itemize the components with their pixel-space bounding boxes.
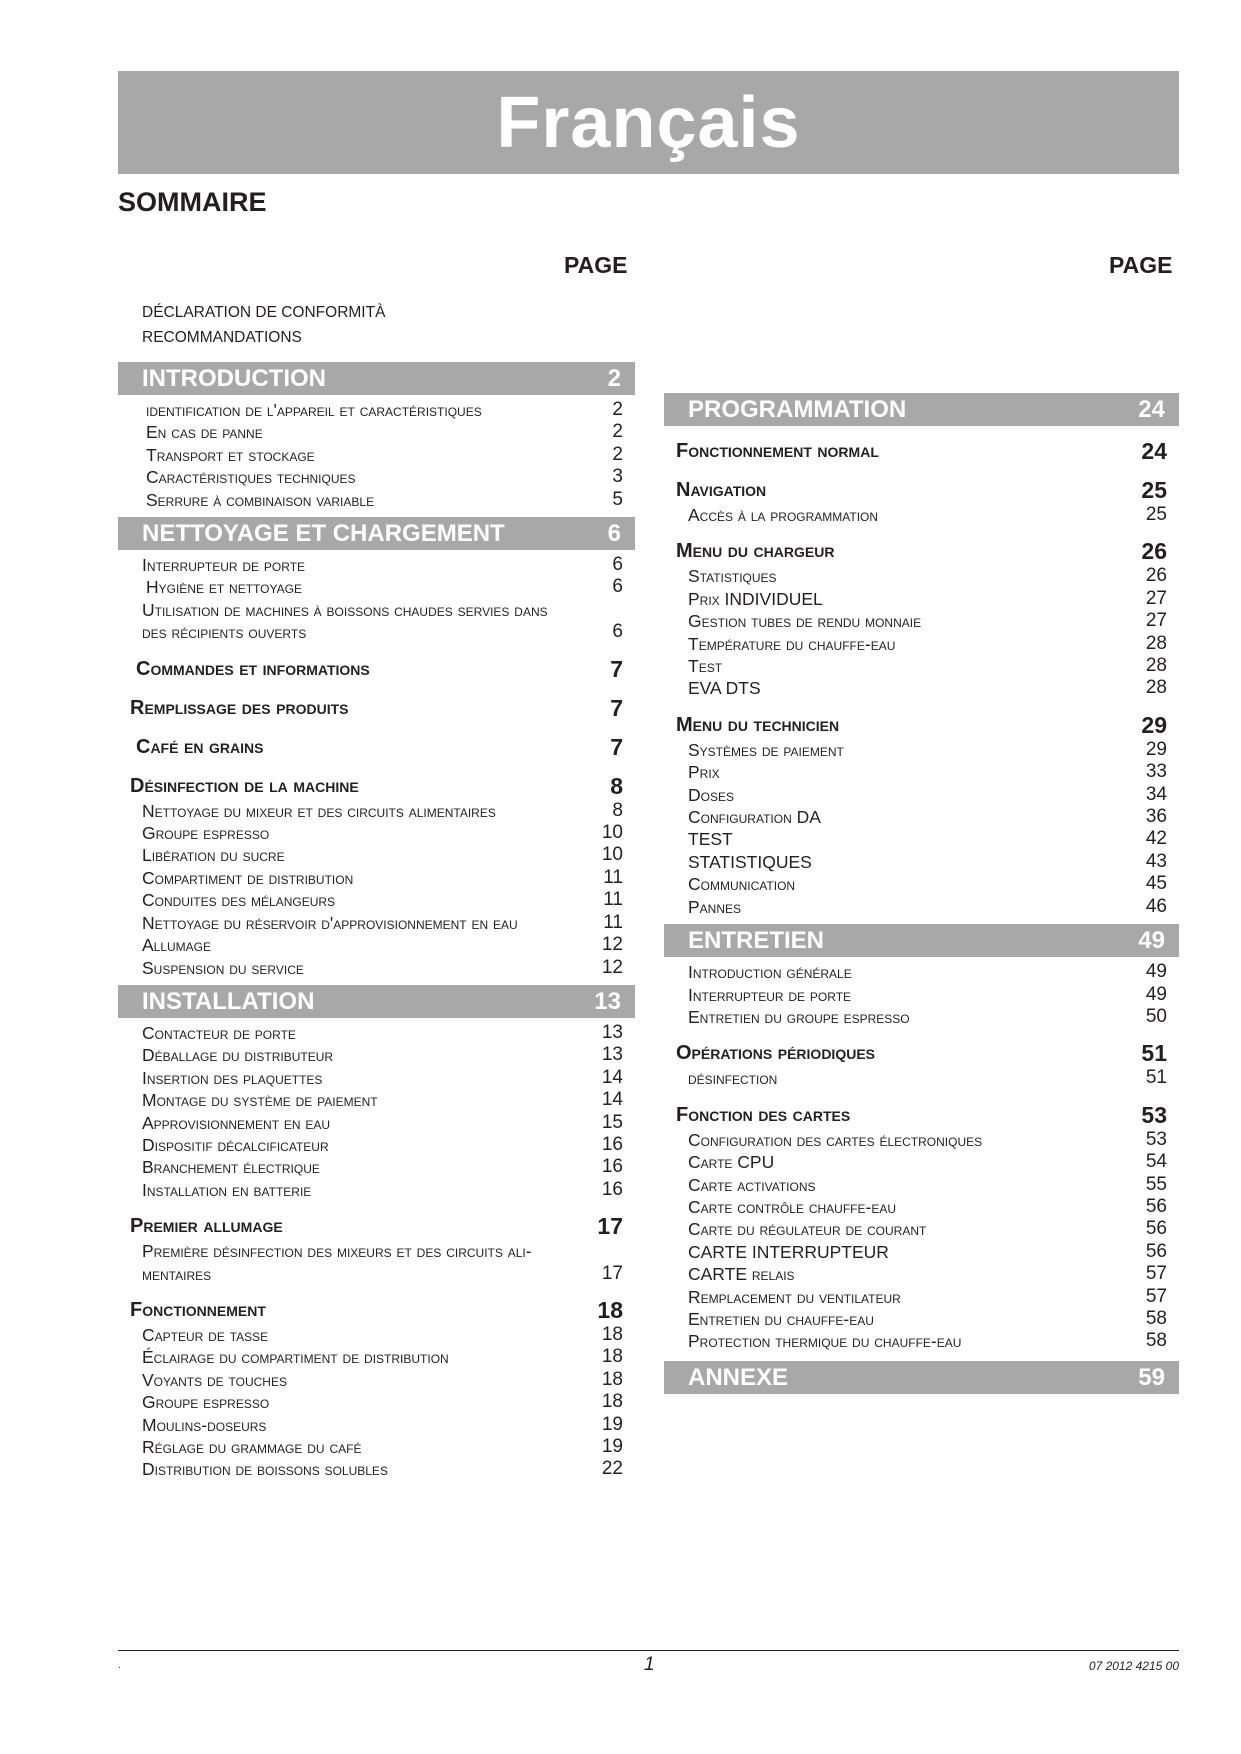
heading-page: 7 — [610, 655, 623, 682]
item-title: Pannes — [688, 896, 742, 917]
toc-item — [664, 1286, 1179, 1308]
item-title: Insertion des plaquettes — [142, 1067, 323, 1088]
item-page: 54 — [1145, 1151, 1167, 1173]
toc-heading — [664, 712, 1179, 739]
toc-item — [118, 1134, 635, 1156]
item-page: 16 — [601, 1133, 623, 1155]
toc-item — [664, 565, 1179, 587]
item-title: Communication — [688, 874, 796, 895]
item-page: 10 — [601, 844, 623, 866]
toc-item — [664, 1129, 1179, 1151]
toc-item — [118, 1391, 635, 1413]
item-title: Montage du système de paiement — [142, 1090, 378, 1111]
toc-item — [664, 677, 1179, 699]
toc-section-bar — [664, 1361, 1179, 1394]
toc-item — [118, 1324, 635, 1346]
toc-item — [118, 822, 635, 844]
page-title: Français — [496, 82, 801, 163]
toc-item — [664, 1308, 1179, 1330]
item-page: 11 — [603, 866, 623, 888]
toc-item — [664, 851, 1179, 873]
section-title: NETTOYAGE ET CHARGEMENT — [142, 520, 505, 548]
item-page: 58 — [1145, 1330, 1167, 1352]
heading-title: Commandes et informations — [136, 657, 370, 680]
section-title: INSTALLATION — [142, 987, 315, 1015]
toc-item — [118, 1044, 635, 1066]
section-title: ENTRETIEN — [688, 927, 825, 955]
toc-right-list — [664, 393, 1179, 1394]
item-page: 56 — [1145, 1240, 1167, 1262]
item-page: 56 — [1145, 1218, 1167, 1240]
item-title: Distribution de boissons solubles — [142, 1459, 388, 1480]
section-title: PROGRAMMATION — [688, 396, 907, 423]
item-title: En cas de panne — [146, 422, 263, 443]
toc-item — [118, 421, 635, 443]
item-title: mentaires — [142, 1263, 212, 1284]
page-column-label-right: PAGE — [1109, 252, 1173, 278]
toc-item — [664, 588, 1179, 610]
item-title: Suspension du service — [142, 957, 304, 978]
item-title: Capteur de tasse — [142, 1324, 269, 1345]
toc-item — [664, 984, 1179, 1006]
toc-item — [664, 1151, 1179, 1173]
heading-title: Premier allumage — [130, 1215, 283, 1238]
item-page: 18 — [601, 1323, 623, 1345]
item-page: 10 — [601, 822, 623, 844]
item-page: 18 — [601, 1346, 623, 1368]
item-page: 46 — [1145, 895, 1167, 917]
item-page: 43 — [1145, 850, 1167, 872]
toc-item — [118, 1263, 635, 1285]
item-title: Carte CPU — [688, 1152, 775, 1173]
toc-item — [664, 896, 1179, 918]
toc-item — [118, 1458, 635, 1480]
heading-title: Opérations périodiques — [676, 1042, 875, 1065]
item-page: 12 — [601, 956, 623, 978]
toc-heading — [118, 695, 635, 722]
item-title: Transport et stockage — [146, 444, 315, 465]
item-title: EVA DTS — [688, 678, 761, 699]
toc-heading — [118, 656, 635, 683]
toc-item — [664, 873, 1179, 895]
item-page: 56 — [1145, 1195, 1167, 1217]
item-page: 50 — [1145, 1005, 1167, 1027]
toc-item — [664, 1263, 1179, 1285]
item-title: Interrupteur de porte — [688, 984, 852, 1005]
section-title: INTRODUCTION — [142, 365, 326, 392]
item-page: 3 — [612, 466, 623, 488]
item-title: CARTE relais — [688, 1264, 795, 1285]
preface-item: DÉCLARATION DE CONFORMITÀ — [142, 304, 386, 321]
item-page: 14 — [601, 1089, 623, 1111]
toc-item — [118, 1436, 635, 1458]
toc-item — [664, 1174, 1179, 1196]
item-title: Prix — [688, 762, 720, 783]
item-page: 11 — [603, 911, 623, 933]
toc-heading — [664, 1102, 1179, 1129]
toc-item — [664, 1241, 1179, 1263]
toc-item — [118, 489, 635, 511]
heading-page: 26 — [1141, 538, 1167, 565]
toc-heading — [664, 538, 1179, 565]
toc-item — [664, 610, 1179, 632]
item-page: 28 — [1145, 677, 1167, 699]
heading-title: Désinfection de la machine — [130, 774, 359, 797]
item-title: Test — [688, 656, 723, 677]
item-title: Gestion tubes de rendu monnaie — [688, 611, 922, 632]
heading-title: Remplissage des produits — [130, 696, 349, 719]
item-title: Réglage du grammage du café — [142, 1437, 362, 1457]
item-page: 16 — [601, 1156, 623, 1178]
toc-item — [118, 466, 635, 488]
item-page: 26 — [1145, 565, 1167, 587]
toc-item — [664, 1196, 1179, 1218]
item-title: identification de l'appareil et caractéristiques — [146, 400, 482, 420]
item-title: Caractéristiques techniques — [146, 467, 356, 488]
section-page: 13 — [594, 987, 621, 1015]
item-page: 57 — [1145, 1285, 1167, 1307]
toc-item — [664, 1218, 1179, 1240]
item-page: 34 — [1145, 783, 1167, 805]
toc-item — [118, 867, 635, 889]
item-page: 22 — [601, 1458, 623, 1480]
item-title: désinfection — [688, 1068, 778, 1089]
item-title: Carte du régulateur de courant — [688, 1219, 927, 1240]
item-title: Systèmes de paiement — [688, 739, 844, 760]
item-page: 51 — [1145, 1067, 1167, 1089]
heading-title: Menu du chargeur — [676, 540, 835, 563]
preface-item: RECOMMANDATIONS — [142, 329, 302, 346]
item-page: 12 — [601, 934, 623, 956]
heading-page: 25 — [1141, 477, 1167, 503]
item-page: 29 — [1145, 738, 1167, 760]
item-title: Nettoyage du réservoir d'approvisionnement en eau — [142, 912, 518, 933]
item-page: 19 — [601, 1436, 623, 1457]
toc-right-column — [664, 393, 1179, 1398]
item-title: Première désinfection des mixeurs et des circuits ali- — [142, 1241, 532, 1262]
heading-page: 51 — [1141, 1040, 1167, 1067]
toc-item — [118, 1067, 635, 1089]
section-page: 49 — [1138, 927, 1165, 955]
item-title: Configuration des cartes électroniques — [688, 1129, 983, 1150]
item-title: Carte activations — [688, 1174, 816, 1195]
item-page: 19 — [601, 1413, 623, 1435]
toc-item — [118, 576, 635, 598]
toc-item — [118, 912, 635, 934]
toc-item — [118, 1346, 635, 1368]
footer-document-code: 07 2012 4215 00 — [1088, 1659, 1179, 1673]
toc-item — [118, 621, 635, 643]
section-page: 24 — [1138, 396, 1165, 423]
toc-item — [664, 828, 1179, 850]
toc-item — [664, 633, 1179, 655]
item-page: 8 — [612, 799, 623, 821]
item-title: TEST — [688, 829, 733, 850]
toc-item — [664, 1330, 1179, 1352]
item-page: 27 — [1145, 587, 1167, 609]
item-title: Approvisionnement en eau — [142, 1112, 331, 1133]
toc-item — [118, 599, 635, 621]
toc-item — [664, 961, 1179, 983]
heading-page: 17 — [597, 1213, 623, 1240]
section-title: ANNEXE — [688, 1363, 789, 1391]
item-page: 2 — [612, 421, 623, 443]
heading-title: Menu du technicien — [676, 713, 840, 736]
heading-page: 8 — [610, 772, 623, 799]
item-title: Libération du sucre — [142, 845, 285, 866]
item-title: Nettoyage du mixeur et des circuits alimentaires — [142, 800, 496, 821]
toc-item — [664, 1006, 1179, 1028]
heading-page: 29 — [1141, 711, 1167, 738]
item-title: Déballage du distributeur — [142, 1045, 334, 1066]
contents-heading: SOMMAIRE — [118, 187, 267, 217]
item-title: Température du chauffe-eau — [688, 633, 896, 654]
toc-item — [664, 806, 1179, 828]
item-title: Carte contrôle chauffe-eau — [688, 1196, 896, 1217]
item-title: Branchement électrique — [142, 1157, 320, 1178]
item-title: Allumage — [142, 935, 212, 956]
footer-page-number: 1 — [644, 1654, 655, 1675]
toc-item — [118, 1369, 635, 1391]
item-title: Accès à la programmation — [688, 505, 879, 525]
item-page: 5 — [612, 488, 623, 510]
item-title: Voyants de touches — [142, 1369, 287, 1390]
toc-item — [118, 444, 635, 466]
item-page: 16 — [601, 1178, 623, 1200]
item-title: Conduites des mélangeurs — [142, 890, 336, 911]
heading-title: Café en grains — [136, 735, 264, 758]
title-banner — [118, 71, 1179, 174]
heading-page: 24 — [1141, 438, 1167, 464]
item-page: 49 — [1145, 961, 1167, 983]
toc-item — [664, 739, 1179, 761]
toc-left-column — [118, 300, 635, 1481]
item-title: Groupe espresso — [142, 823, 270, 844]
footer-rule — [118, 1650, 1179, 1651]
toc-heading — [664, 477, 1179, 504]
item-page: 15 — [601, 1111, 623, 1133]
item-page: 58 — [1145, 1307, 1167, 1329]
toc-item — [118, 554, 635, 576]
item-page: 13 — [601, 1021, 623, 1043]
toc-item — [664, 1067, 1179, 1089]
toc-item — [118, 1112, 635, 1134]
toc-section-bar — [118, 362, 635, 395]
toc-heading — [118, 1297, 635, 1324]
toc-section-bar — [664, 393, 1179, 426]
item-title: des récipients ouverts — [142, 622, 307, 643]
toc-item — [118, 1414, 635, 1436]
item-title: Utilisation de machines à boissons chaudes servies dans — [142, 599, 548, 620]
item-title: Entretien du groupe espresso — [688, 1006, 910, 1027]
item-title: Hygiène et nettoyage — [146, 577, 302, 598]
toc-section-bar — [664, 924, 1179, 957]
toc-item — [118, 1089, 635, 1111]
heading-page: 18 — [597, 1296, 623, 1323]
item-page: 2 — [612, 399, 623, 420]
item-page: 6 — [612, 621, 623, 643]
page-column-label-left: PAGE — [564, 252, 628, 278]
item-title: Prix INDIVIDUEL — [688, 588, 823, 609]
toc-item — [118, 1179, 635, 1201]
item-title: Dispositif décalcificateur — [142, 1134, 329, 1155]
item-title: Compartiment de distribution — [142, 867, 354, 888]
item-title: Configuration DA — [688, 807, 821, 828]
heading-page: 7 — [610, 733, 623, 760]
toc-item — [118, 1240, 635, 1262]
item-page: 49 — [1145, 983, 1167, 1005]
heading-title: Fonctionnement normal — [676, 440, 879, 462]
heading-page: 7 — [610, 694, 623, 721]
item-page: 28 — [1145, 655, 1167, 677]
item-page: 45 — [1145, 873, 1167, 895]
item-title: Protection thermique du chauffe-eau — [688, 1331, 962, 1352]
toc-item — [664, 504, 1179, 526]
item-title: Remplacement du ventilateur — [688, 1286, 901, 1307]
item-title: Statistiques — [688, 566, 777, 587]
item-title: Moulins-doseurs — [142, 1414, 267, 1435]
item-page: 6 — [612, 576, 623, 598]
item-page: 13 — [601, 1044, 623, 1066]
toc-section-bar — [118, 517, 635, 550]
item-title: Doses — [688, 784, 734, 805]
footer-mark: . — [118, 1660, 121, 1671]
item-page: 28 — [1145, 632, 1167, 654]
item-title: CARTE INTERRUPTEUR — [688, 1241, 889, 1262]
toc-item — [664, 761, 1179, 783]
item-title: Éclairage du compartiment de distribution — [142, 1347, 449, 1368]
item-page: 18 — [601, 1368, 623, 1390]
item-page: 33 — [1145, 761, 1167, 783]
toc-heading — [118, 773, 635, 800]
section-page: 59 — [1138, 1363, 1165, 1391]
toc-item — [118, 399, 635, 421]
item-page: 42 — [1145, 828, 1167, 850]
item-title: Contacteur de porte — [142, 1022, 296, 1043]
item-page: 14 — [601, 1066, 623, 1088]
toc-item — [118, 1022, 635, 1044]
item-title: Interrupteur de porte — [142, 555, 306, 576]
toc-item — [118, 889, 635, 911]
item-title: Installation en batterie — [142, 1179, 312, 1200]
toc-item — [118, 957, 635, 979]
item-page: 57 — [1145, 1263, 1167, 1285]
item-page: 53 — [1145, 1128, 1167, 1150]
toc-section-bar — [118, 985, 635, 1018]
item-page: 11 — [603, 889, 623, 911]
item-page: 6 — [612, 554, 623, 576]
item-title: Groupe espresso — [142, 1392, 270, 1413]
toc-item — [664, 784, 1179, 806]
item-page: 17 — [601, 1262, 623, 1284]
item-title: Serrure à combinaison variable — [146, 489, 375, 510]
toc-heading — [118, 734, 635, 761]
section-page: 2 — [607, 365, 621, 392]
toc-heading — [664, 438, 1179, 465]
toc-item — [664, 655, 1179, 677]
heading-title: Fonctionnement — [130, 1298, 266, 1321]
item-page: 18 — [601, 1391, 623, 1413]
heading-page: 53 — [1141, 1101, 1167, 1128]
toc-item — [118, 1156, 635, 1178]
item-page: 27 — [1145, 610, 1167, 632]
item-page: 25 — [1145, 504, 1167, 525]
item-title: STATISTIQUES — [688, 851, 812, 872]
heading-title: Fonction des cartes — [676, 1103, 851, 1126]
toc-item — [118, 800, 635, 822]
item-title: Entretien du chauffe-eau — [688, 1308, 874, 1329]
toc-heading — [118, 1213, 635, 1240]
heading-title: Navigation — [676, 479, 767, 501]
toc-heading — [664, 1040, 1179, 1067]
item-page: 55 — [1145, 1173, 1167, 1195]
toc-item — [118, 844, 635, 866]
toc-item — [118, 934, 635, 956]
item-title: Introduction générale — [688, 962, 852, 983]
item-page: 2 — [612, 443, 623, 465]
section-page: 6 — [607, 520, 621, 548]
toc-left-list — [118, 362, 635, 1481]
item-page: 36 — [1145, 806, 1167, 828]
